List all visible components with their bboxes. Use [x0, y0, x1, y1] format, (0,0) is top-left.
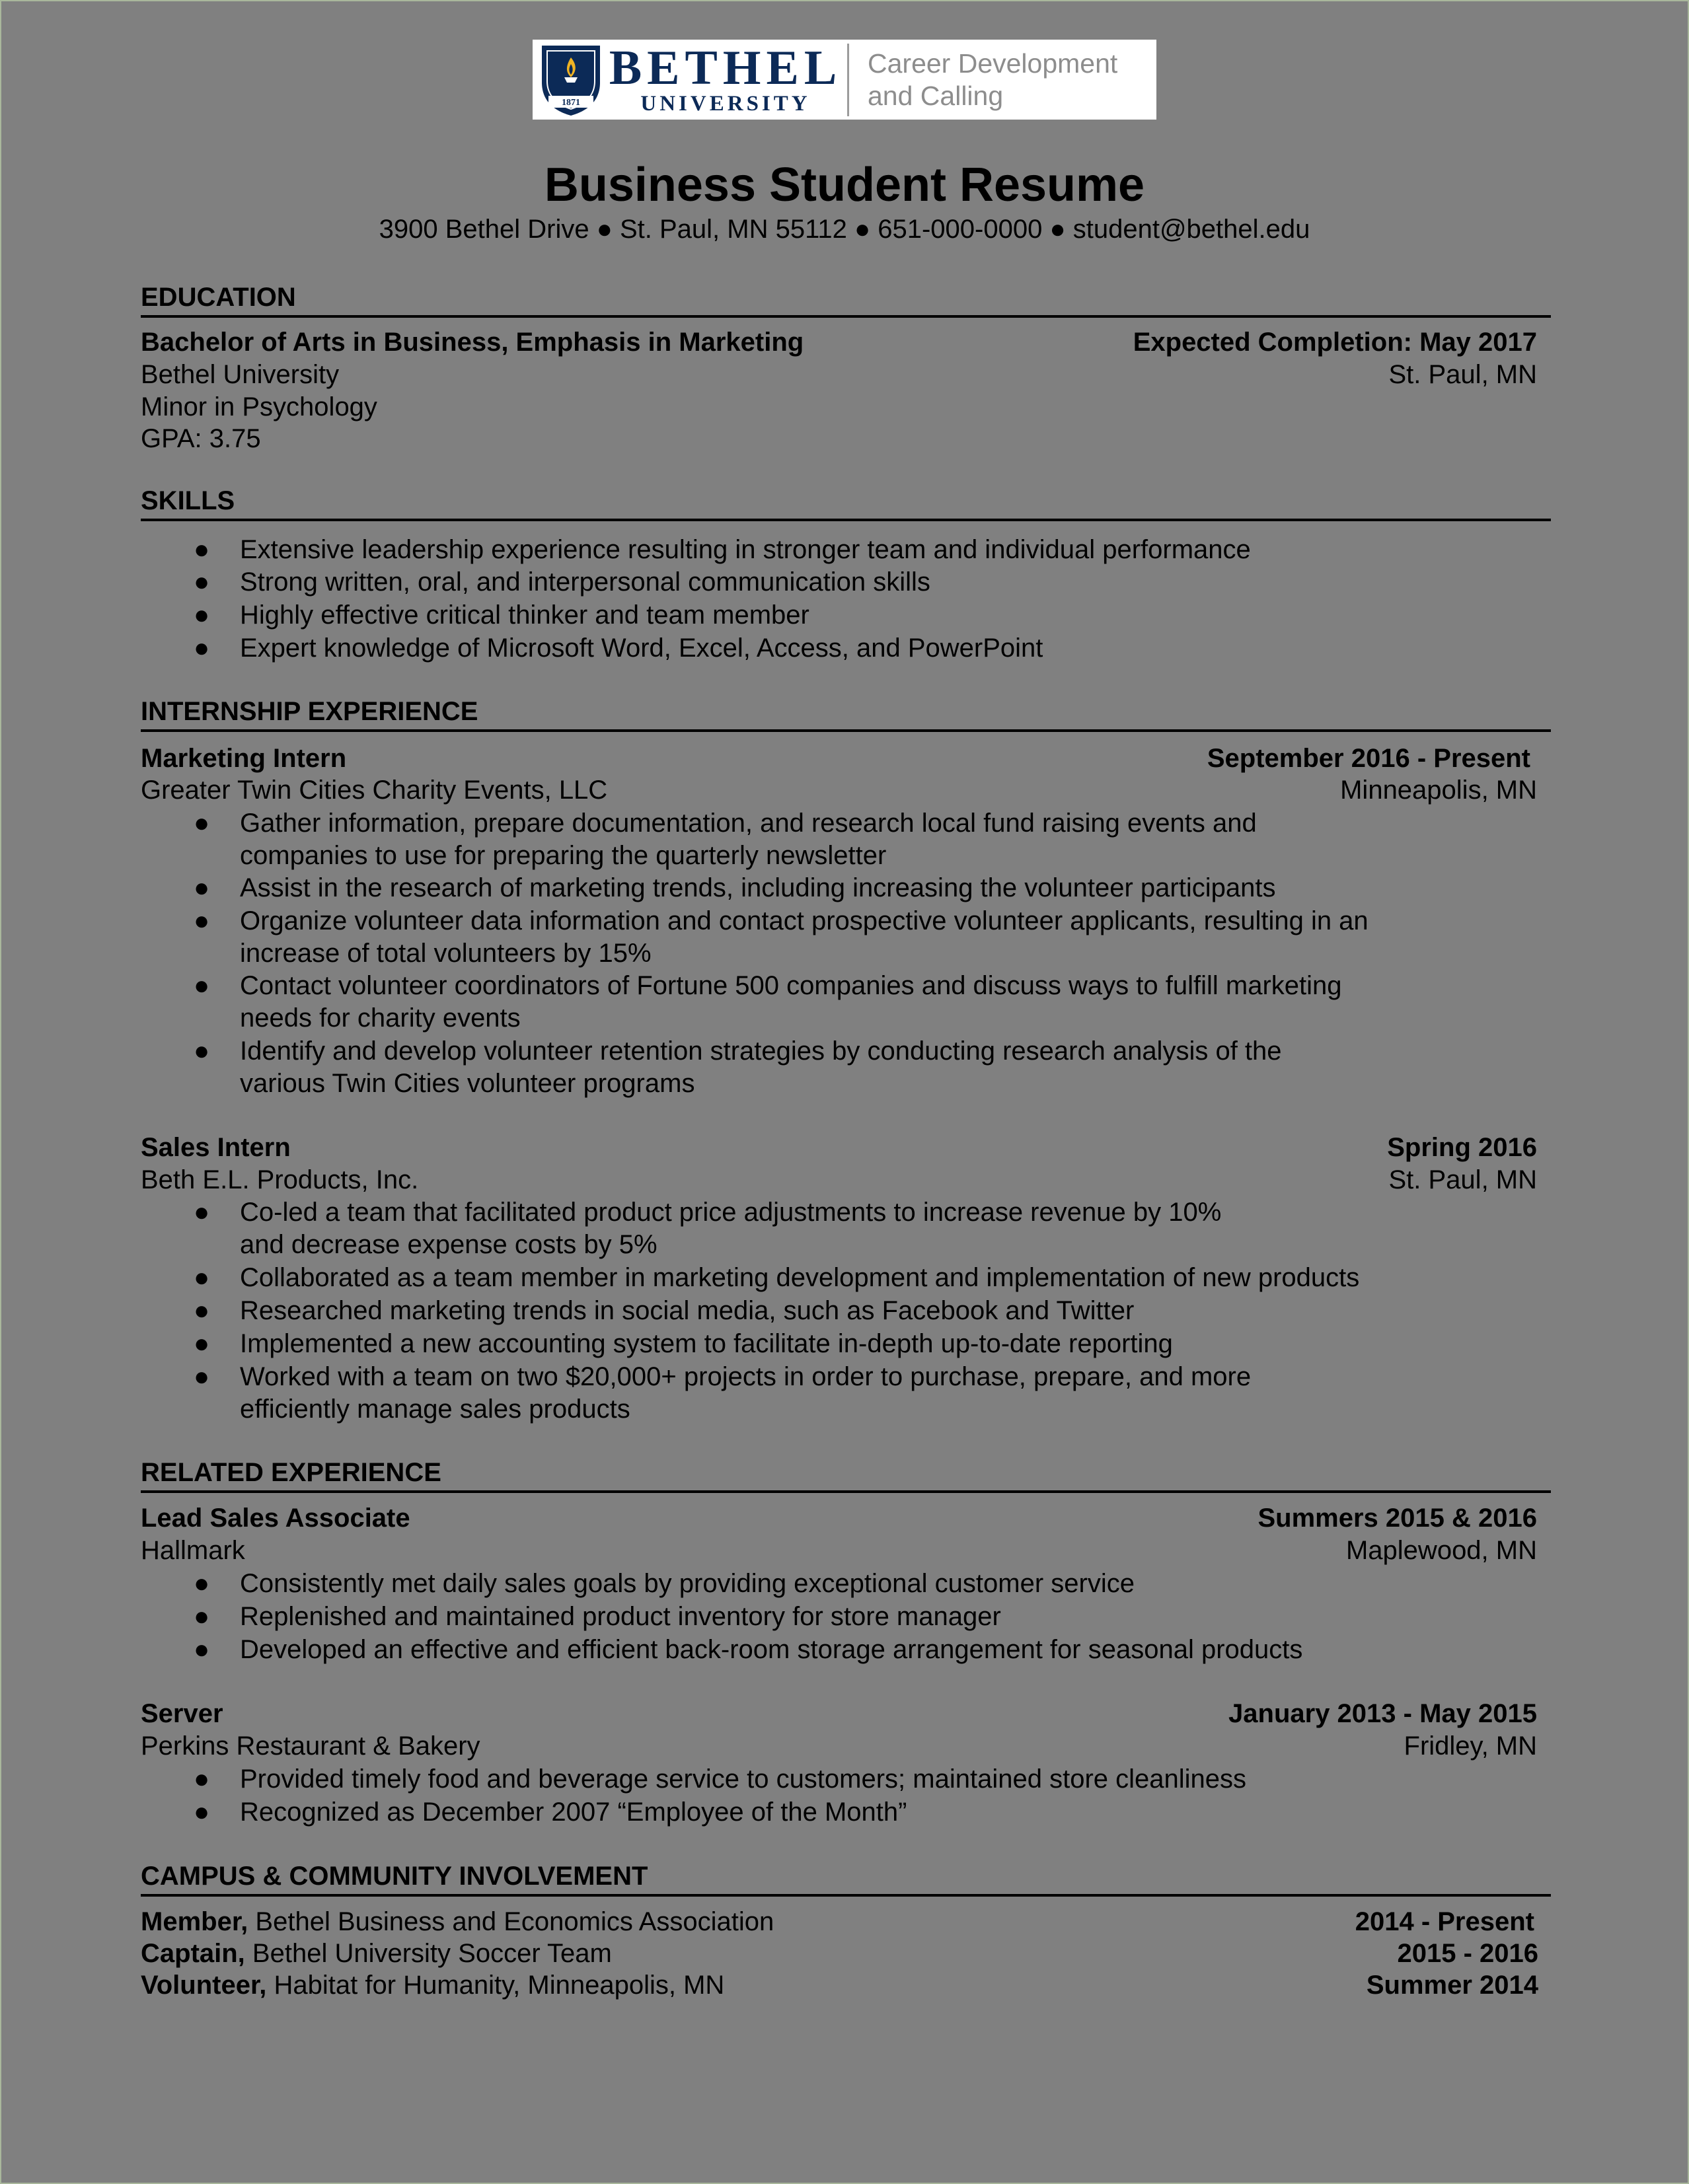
bullet-icon: ●	[194, 1037, 210, 1066]
logo-wordmark	[609, 40, 843, 116]
involvement-item	[141, 1969, 1538, 2002]
bullet-icon: ●	[194, 1329, 210, 1358]
bullet-icon: ●	[194, 535, 210, 564]
bullet-icon: ●	[194, 1263, 210, 1292]
bullet-icon: ●	[194, 873, 210, 902]
bullet-icon: ●	[194, 1602, 210, 1631]
involvement-org: Bethel Business and Economics Association	[248, 1907, 774, 1936]
involvement-item	[141, 1938, 1538, 1970]
job-title-row	[141, 1502, 1537, 1535]
job-title: Lead Sales Associate	[141, 1504, 410, 1533]
job-org: Perkins Restaurant & Bakery	[141, 1731, 480, 1761]
job-title: Marketing Intern	[141, 744, 347, 773]
school-location: St. Paul, MN	[1388, 360, 1537, 389]
job-dates: September 2016 - Present	[1207, 744, 1530, 773]
logo-year: 1871	[562, 97, 580, 108]
contact-line: 3900 Bethel Drive ● St. Paul, MN 55112 ● 651-000-0000 ● student@bethel.edu	[379, 215, 1310, 244]
involvement-role: Member,	[141, 1907, 248, 1936]
bullet-icon: ●	[194, 1296, 210, 1325]
job-dates: January 2013 - May 2015	[1228, 1699, 1537, 1728]
related-heading: RELATED EXPERIENCE	[141, 1456, 1551, 1493]
minor: Minor in Psychology	[141, 392, 377, 421]
job-org: Greater Twin Cities Charity Events, LLC	[141, 776, 608, 805]
bullet-icon: ●	[194, 567, 210, 597]
job-location: Minneapolis, MN	[1340, 776, 1537, 805]
job-title-row	[141, 743, 1537, 775]
job-dates: Summers 2015 & 2016	[1257, 1504, 1537, 1533]
internship-heading: INTERNSHIP EXPERIENCE	[141, 695, 1551, 732]
job-title-row	[141, 1132, 1537, 1164]
involvement-dates: 2015 - 2016	[1397, 1939, 1538, 1968]
job-org-row	[141, 774, 1537, 807]
education-heading: EDUCATION	[141, 281, 1551, 318]
job-title: Server	[141, 1699, 223, 1728]
gpa: GPA: 3.75	[141, 424, 261, 453]
bullet-icon: ●	[194, 634, 210, 663]
involvement-item	[141, 1906, 1538, 1938]
job-location: Fridley, MN	[1404, 1731, 1537, 1761]
involvement-dates: Summer 2014	[1366, 1971, 1538, 2000]
logo-name: BETHEL	[609, 40, 843, 95]
bullet-icon: ●	[194, 906, 210, 935]
involvement-org: Bethel University Soccer Team	[244, 1939, 612, 1968]
bullet-icon: ●	[194, 971, 210, 1000]
shield-torch-icon	[537, 42, 605, 118]
job-title: Sales Intern	[141, 1133, 291, 1162]
job-org-row	[141, 1535, 1537, 1567]
skills-heading: SKILLS	[141, 484, 1551, 521]
logo-divider	[847, 44, 849, 116]
job-location: Maplewood, MN	[1345, 1536, 1537, 1565]
job-org-row	[141, 1730, 1537, 1763]
involvement-org: Habitat for Humanity, Minneapolis, MN	[266, 1971, 725, 2000]
logo-tagline-2: and Calling	[868, 80, 1004, 111]
school-name: Bethel University	[141, 360, 340, 389]
bullet-icon: ●	[194, 1362, 210, 1391]
bullet-icon: ●	[194, 1765, 210, 1794]
involvement-role: Volunteer,	[141, 1971, 267, 2000]
completion-date: Expected Completion: May 2017	[1133, 328, 1537, 357]
bullet-icon: ●	[194, 1635, 210, 1664]
involvement-dates: 2014 - Present	[1355, 1907, 1534, 1936]
job-org: Beth E.L. Products, Inc.	[141, 1165, 419, 1194]
bullet-icon: ●	[194, 809, 210, 838]
job-org-row	[141, 1164, 1537, 1196]
page-title: Business Student Resume	[544, 159, 1145, 211]
bullet-icon: ●	[194, 1569, 210, 1598]
logo-sub: UNIVERSITY	[640, 91, 811, 116]
logo-tagline-1: Career Development	[868, 48, 1118, 79]
job-dates: Spring 2016	[1387, 1133, 1537, 1162]
involvement-role: Captain,	[141, 1939, 245, 1968]
job-location: St. Paul, MN	[1388, 1165, 1537, 1194]
education-school-row	[141, 359, 1537, 391]
logo-tagline	[868, 48, 1117, 112]
job-title-row	[141, 1698, 1537, 1730]
bullet-icon: ●	[194, 601, 210, 630]
job-org: Hallmark	[141, 1536, 245, 1565]
bullet-icon: ●	[194, 1198, 210, 1227]
degree: Bachelor of Arts in Business, Emphasis in Marketing	[141, 328, 804, 357]
bullet-icon: ●	[194, 1798, 210, 1827]
involvement-heading: CAMPUS & COMMUNITY INVOLVEMENT	[141, 1860, 1551, 1897]
education-degree-row	[141, 326, 1537, 359]
bethel-logo	[533, 40, 1156, 120]
